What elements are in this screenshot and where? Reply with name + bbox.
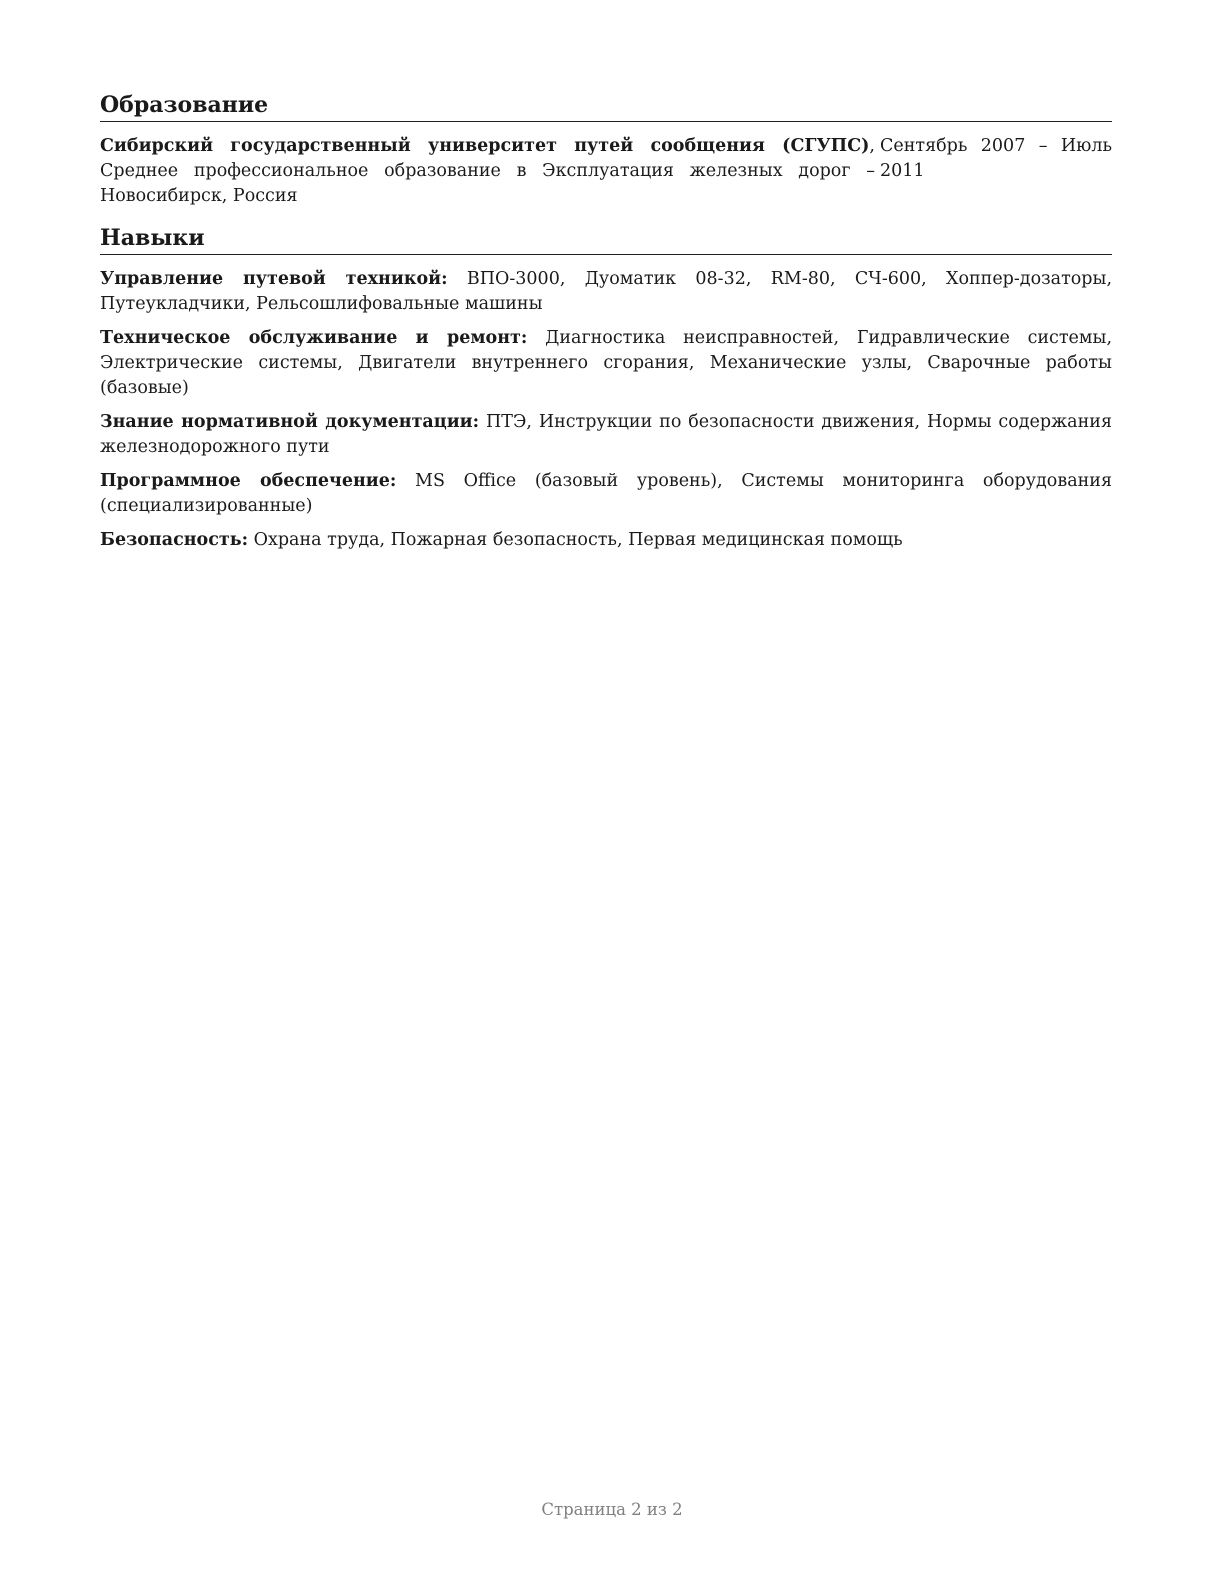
skill-label: Управление путевой техникой:	[100, 269, 448, 289]
education-dates: Сентябрь 2007 – Июль 2011	[880, 136, 1112, 181]
skills-section	[100, 223, 1112, 553]
skill-value: ВПО-3000, Дуоматик 08-32, RM-80, СЧ-600, Хоппер-дозаторы, Путеукладчики, Рельсошлифовальные машины	[100, 269, 1113, 314]
skill-value: Охрана труда, Пожарная безопасность, Первая медицинская помощь	[248, 530, 903, 550]
degree-location: , Среднее профессиональное образование в Эксплуатация железных дорог – Новосибирск, Россия	[100, 136, 875, 206]
skill-value: Диагностика неисправностей, Гидравлические системы, Электрические системы, Двигатели внутреннего сгорания, Механические узлы, Сварочные работы (базовые)	[100, 328, 1113, 398]
skill-label: Знание нормативной документации:	[100, 412, 480, 432]
education-entry	[100, 134, 1112, 209]
skill-regulations	[100, 410, 1112, 460]
skill-value: MS Office (базовый уровень), Системы мониторинга оборудования (специализированные)	[100, 471, 1112, 516]
skill-label: Программное обеспечение:	[100, 471, 397, 491]
skill-value: ПТЭ, Инструкции по безопасности движения, Нормы содержания железнодорожного пути	[100, 412, 1112, 457]
education-details	[100, 134, 875, 209]
institution-name: Сибирский государственный университет путей сообщения (СГУПС)	[100, 136, 870, 156]
skill-maintenance	[100, 326, 1112, 401]
education-section	[100, 90, 1112, 209]
skill-label: Техническое обслуживание и ремонт:	[100, 328, 528, 348]
skill-safety	[100, 528, 1112, 553]
skill-software	[100, 469, 1112, 519]
skills-heading: Навыки	[100, 223, 1112, 255]
resume-page	[100, 90, 1112, 567]
skill-label: Безопасность:	[100, 530, 249, 550]
page-number: Страница 2 из 2	[541, 1500, 683, 1519]
education-heading: Образование	[100, 90, 1112, 122]
skill-equipment	[100, 267, 1112, 317]
